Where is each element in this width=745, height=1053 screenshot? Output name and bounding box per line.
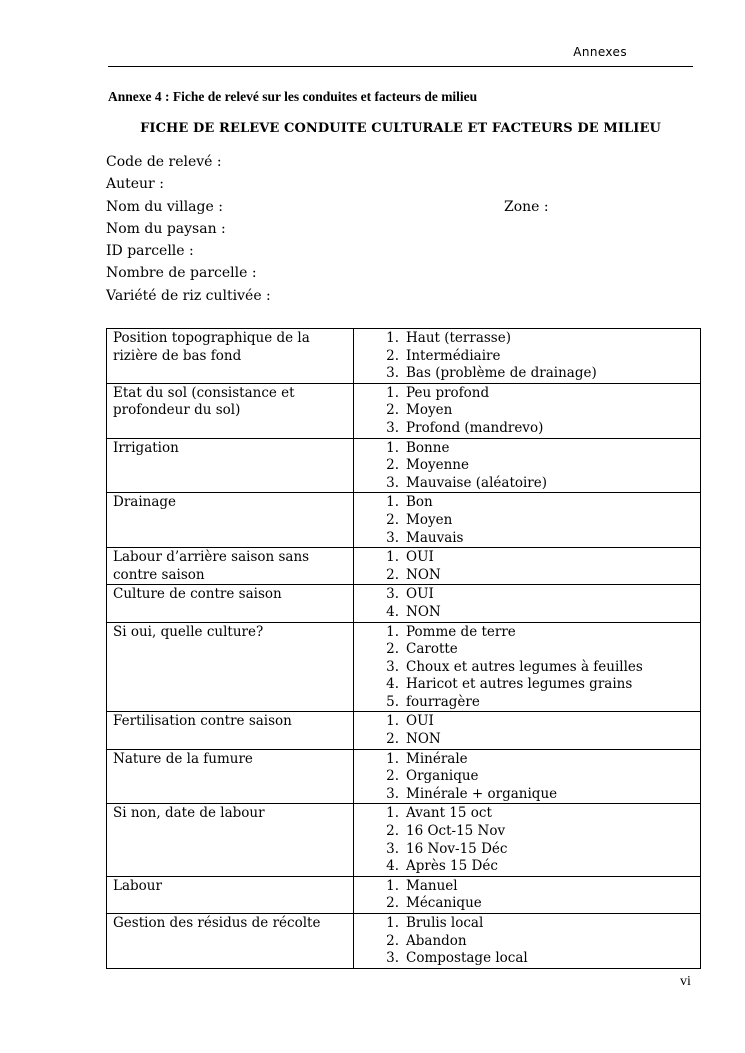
list-item xyxy=(354,694,700,712)
option-number: 3. xyxy=(386,419,399,436)
options-cell xyxy=(354,804,701,876)
option-label: Carotte xyxy=(406,641,458,658)
field-id-parcelle: ID parcelle : xyxy=(106,243,194,260)
list-item xyxy=(354,933,700,951)
option-number: 1. xyxy=(386,750,399,767)
list-item xyxy=(354,641,700,659)
option-label: NON xyxy=(406,731,441,748)
option-label: Peu profond xyxy=(406,384,490,401)
option-number: 2. xyxy=(386,731,399,748)
list-item xyxy=(354,786,700,804)
option-label: Abandon xyxy=(406,932,467,949)
list-item xyxy=(354,365,700,383)
option-label: Bonne xyxy=(406,439,450,456)
option-label: OUI xyxy=(406,586,434,603)
list-item xyxy=(354,823,700,841)
list-item xyxy=(354,751,700,769)
option-label: Minérale xyxy=(406,750,468,767)
option-number: 4. xyxy=(386,858,399,875)
option-number: 1. xyxy=(386,623,399,640)
list-item xyxy=(354,549,700,567)
option-label: NON xyxy=(406,566,441,583)
options-cell xyxy=(354,493,701,548)
list-item xyxy=(354,586,700,604)
question-cell: Si non, date de labour xyxy=(107,804,354,876)
option-label: Moyen xyxy=(406,402,453,419)
table-row xyxy=(107,548,701,585)
option-label: Haricot et autres legumes grains xyxy=(406,676,633,693)
option-label: Moyen xyxy=(406,511,453,528)
option-number: 4. xyxy=(386,676,399,693)
option-number: 2. xyxy=(386,768,399,785)
table-row xyxy=(107,712,701,749)
list-item xyxy=(354,676,700,694)
option-label: Bas (problème de drainage) xyxy=(406,365,597,382)
option-number: 1. xyxy=(386,713,399,730)
list-item xyxy=(354,348,700,366)
options-cell xyxy=(354,914,701,969)
options-cell xyxy=(354,712,701,749)
option-label: OUI xyxy=(406,713,434,730)
question-cell: Labour xyxy=(107,876,354,913)
option-label: Pomme de terre xyxy=(406,623,516,640)
option-number: 3. xyxy=(386,474,399,491)
survey-table xyxy=(106,328,701,969)
option-number: 1. xyxy=(386,915,399,931)
question-cell: Drainage xyxy=(107,493,354,548)
option-number: 1. xyxy=(386,549,399,566)
option-number: 1. xyxy=(386,439,399,456)
question-cell: Nature de la fumure xyxy=(107,749,354,804)
list-item xyxy=(354,385,700,403)
option-label: Bon xyxy=(406,494,433,511)
options-list xyxy=(354,915,700,968)
option-label: Mécanique xyxy=(406,895,482,912)
list-item xyxy=(354,330,700,348)
options-list xyxy=(354,624,700,712)
options-list xyxy=(354,586,700,621)
option-number: 5. xyxy=(386,693,399,710)
option-label: 16 Oct-15 Nov xyxy=(406,823,506,840)
option-number: 2. xyxy=(386,457,399,474)
identification-fields xyxy=(106,151,693,307)
list-item xyxy=(354,530,700,548)
option-label: 16 Nov-15 Déc xyxy=(406,840,508,857)
question-cell: Labour d’arrière saison sans contre saison xyxy=(107,548,354,585)
options-list xyxy=(354,494,700,547)
option-number: 2. xyxy=(386,402,399,419)
options-list xyxy=(354,385,700,438)
option-number: 2. xyxy=(386,932,399,949)
option-number: 1. xyxy=(386,877,399,894)
option-number: 3. xyxy=(386,658,399,675)
table-row xyxy=(107,914,701,969)
option-label: Minérale + organique xyxy=(406,785,558,802)
survey-table-body xyxy=(107,329,701,969)
options-list xyxy=(354,330,700,383)
option-number: 2. xyxy=(386,566,399,583)
field-zone: Zone : xyxy=(504,198,549,215)
list-item xyxy=(354,494,700,512)
option-label: NON xyxy=(406,603,441,620)
option-number: 2. xyxy=(386,895,399,912)
table-row xyxy=(107,383,701,438)
list-item xyxy=(354,402,700,420)
list-item xyxy=(354,475,700,493)
question-cell: Culture de contre saison xyxy=(107,585,354,622)
question-cell: Irrigation xyxy=(107,438,354,493)
option-label: Haut (terrasse) xyxy=(406,330,511,346)
table-row xyxy=(107,585,701,622)
list-item xyxy=(354,915,700,933)
question-cell: Gestion des résidus de récolte xyxy=(107,914,354,969)
list-item xyxy=(354,878,700,896)
options-list xyxy=(354,805,700,875)
option-number: 3. xyxy=(386,950,399,967)
list-item xyxy=(354,731,700,749)
table-row xyxy=(107,749,701,804)
option-number: 3. xyxy=(386,586,399,603)
option-label: Mauvais xyxy=(406,529,464,546)
field-code: Code de relevé : xyxy=(106,154,222,170)
list-item xyxy=(354,567,700,585)
running-title: Annexes xyxy=(573,45,627,59)
question-cell: Etat du sol (consistance et profondeur du sol) xyxy=(107,383,354,438)
option-number: 3. xyxy=(386,365,399,382)
question-cell: Position topographique de la rizière de bas fond xyxy=(107,329,354,384)
options-cell xyxy=(354,383,701,438)
option-label: OUI xyxy=(406,549,434,566)
page-number: vi xyxy=(680,974,691,989)
question-cell: Fertilisation contre saison xyxy=(107,712,354,749)
field-village: Nom du village : xyxy=(106,198,223,215)
field-village-row xyxy=(106,196,693,218)
options-cell xyxy=(354,876,701,913)
option-label: Après 15 Déc xyxy=(406,858,498,875)
list-item xyxy=(354,512,700,530)
option-number: 1. xyxy=(386,494,399,511)
option-label: Mauvaise (aléatoire) xyxy=(406,474,548,491)
option-number: 1. xyxy=(386,330,399,346)
annex-title: Annexe 4 : Fiche de relevé sur les conduites et facteurs de milieu xyxy=(108,89,478,104)
option-number: 3. xyxy=(386,529,399,546)
table-row xyxy=(107,622,701,712)
option-number: 1. xyxy=(386,805,399,822)
option-number: 2. xyxy=(386,641,399,658)
options-list xyxy=(354,713,700,748)
list-item xyxy=(354,841,700,859)
question-cell: Si oui, quelle culture? xyxy=(107,622,354,712)
table-row xyxy=(107,876,701,913)
list-item xyxy=(354,858,700,876)
option-number: 2. xyxy=(386,823,399,840)
list-item xyxy=(354,659,700,677)
list-item xyxy=(354,950,700,968)
option-label: Choux et autres legumes à feuilles xyxy=(406,658,643,675)
options-cell xyxy=(354,585,701,622)
table-row xyxy=(107,438,701,493)
option-number: 2. xyxy=(386,347,399,364)
options-cell xyxy=(354,548,701,585)
option-label: Moyenne xyxy=(406,457,469,474)
list-item xyxy=(354,805,700,823)
field-auteur: Auteur : xyxy=(106,176,164,193)
table-row xyxy=(107,329,701,384)
option-label: Compostage local xyxy=(406,950,528,967)
options-list xyxy=(354,440,700,493)
option-label: fourragère xyxy=(406,693,480,710)
running-header xyxy=(108,44,693,67)
table-row xyxy=(107,493,701,548)
sheet-title: FICHE DE RELEVE CONDUITE CULTURALE ET FACTEURS DE MILIEU xyxy=(140,121,661,136)
option-label: Intermédiaire xyxy=(406,347,501,364)
field-variete: Variété de riz cultivée : xyxy=(106,287,271,304)
options-list xyxy=(354,751,700,804)
options-cell xyxy=(354,329,701,384)
option-number: 3. xyxy=(386,840,399,857)
options-cell xyxy=(354,438,701,493)
list-item xyxy=(354,895,700,913)
options-cell xyxy=(354,749,701,804)
option-label: Organique xyxy=(406,768,479,785)
list-item xyxy=(354,457,700,475)
option-label: Avant 15 oct xyxy=(406,805,492,822)
list-item xyxy=(354,624,700,642)
list-item xyxy=(354,768,700,786)
option-number: 2. xyxy=(386,511,399,528)
option-label: Brulis local xyxy=(406,915,484,931)
option-number: 4. xyxy=(386,603,399,620)
option-label: Profond (mandrevo) xyxy=(406,419,544,436)
list-item xyxy=(354,713,700,731)
options-list xyxy=(354,549,700,584)
option-number: 3. xyxy=(386,785,399,802)
list-item xyxy=(354,420,700,438)
list-item xyxy=(354,604,700,622)
field-paysan: Nom du paysan : xyxy=(106,220,226,237)
list-item xyxy=(354,440,700,458)
option-label: Manuel xyxy=(406,877,458,894)
table-row xyxy=(107,804,701,876)
options-list xyxy=(354,878,700,913)
option-number: 1. xyxy=(386,384,399,401)
field-nombre-parcelle: Nombre de parcelle : xyxy=(106,265,257,282)
options-cell xyxy=(354,622,701,712)
